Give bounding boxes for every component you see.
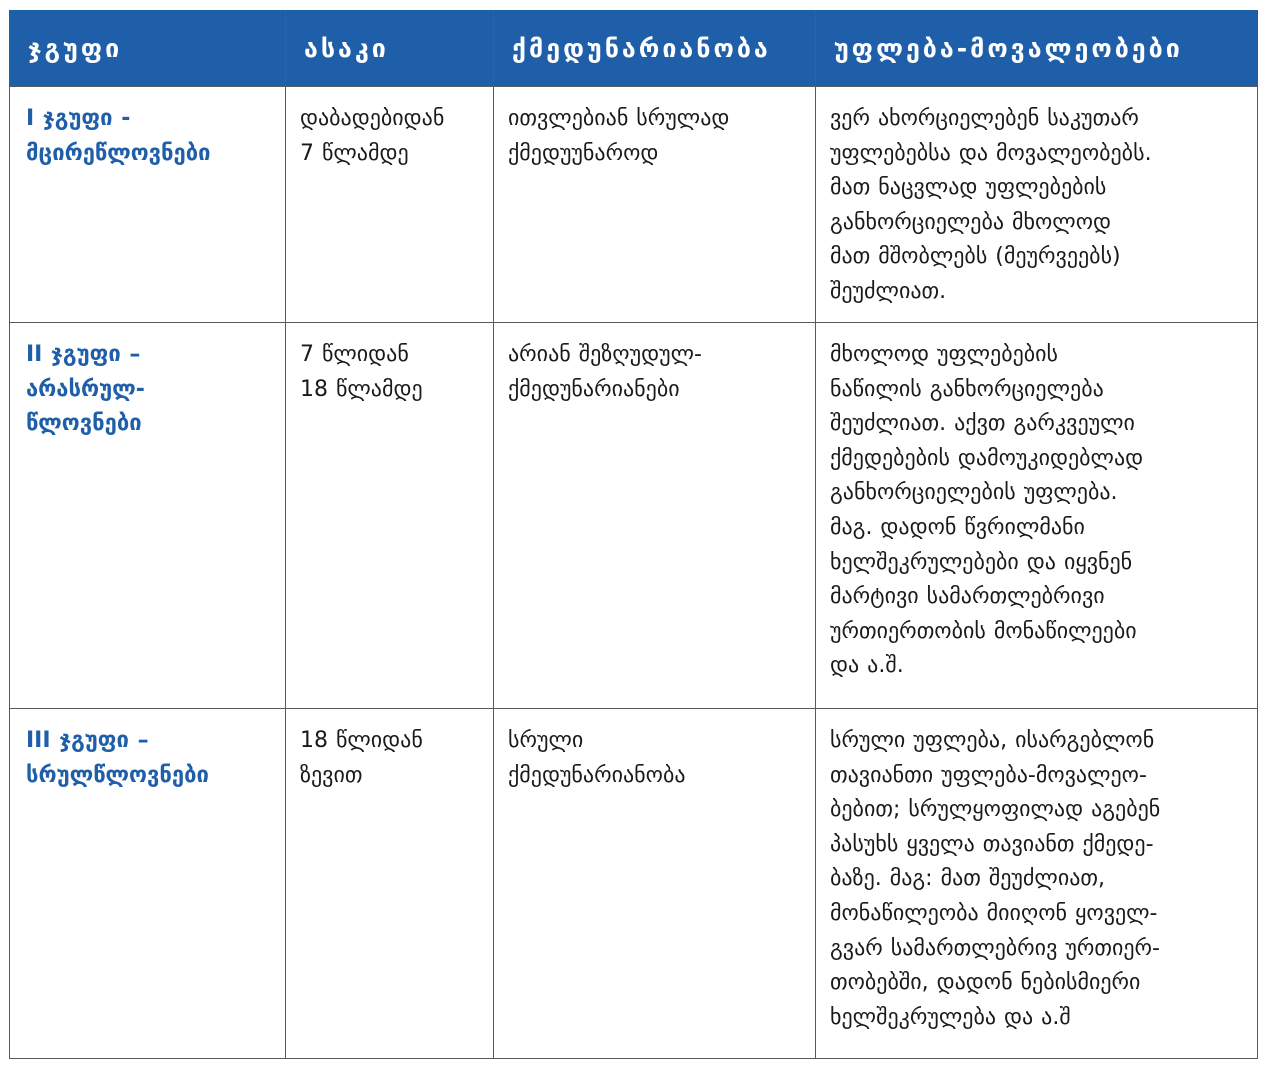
header-rights: უფლება-მოვალეობები [816,11,1258,87]
age-cell: 18 წლიდან ზევით [286,709,494,1059]
header-group: ჯგუფი [10,11,286,87]
age-cell: 7 წლიდან 18 წლამდე [286,323,494,709]
capacity-cell: არიან შეზღუდულ- ქმედუნარიანები [494,323,816,709]
table-header-row [10,11,1258,87]
legal-capacity-table [9,10,1258,1059]
group-name-cell: II ჯგუფი – არასრულ- წლოვნები [10,323,286,709]
header-capacity: ქმედუნარიანობა [494,11,816,87]
table-row [10,87,1258,323]
group-name-cell: I ჯგუფი - მცირეწლოვნები [10,87,286,323]
header-age: ასაკი [286,11,494,87]
capacity-cell: ითვლებიან სრულად ქმედუუნაროდ [494,87,816,323]
table-row [10,323,1258,709]
rights-cell: სრული უფლება, ისარგებლონ თავიანთი უფლება-მოვალეო- ბებით; სრულყოფილად აგებენ პასუხს ყველა თავიანთ ქმედე- ბაზე. მაგ: მათ შეუძლიათ, მონაწილეობა მიიღონ ყოველ- გვარ სამართლებრივ ურთიერ- თობებში, დადონ ნებისმიერი ხელშეკრულება და ა.შ [816,709,1258,1059]
age-cell: დაბადებიდან 7 წლამდე [286,87,494,323]
rights-cell: მხოლოდ უფლებების ნაწილის განხორციელება შეუძლიათ. აქვთ გარკვეული ქმედებების დამოუკიდებლად განხორციელების უფლება. მაგ. დადონ წვრილმანი ხელშეკრულებები და იყვნენ მარტივი სამართლებრივი ურთიერთობის მონაწილეები და ა.შ. [816,323,1258,709]
rights-cell: ვერ ახორციელებენ საკუთარ უფლებებსა და მოვალეობებს. მათ ნაცვლად უფლებების განხორციელება მხოლოდ მათ მშობლებს (მეურვეებს) შეუძლიათ. [816,87,1258,323]
age-groups-table-container [9,10,1257,1058]
group-name-cell: III ჯგუფი – სრულწლოვნები [10,709,286,1059]
table-row [10,709,1258,1059]
capacity-cell: სრული ქმედუნარიანობა [494,709,816,1059]
